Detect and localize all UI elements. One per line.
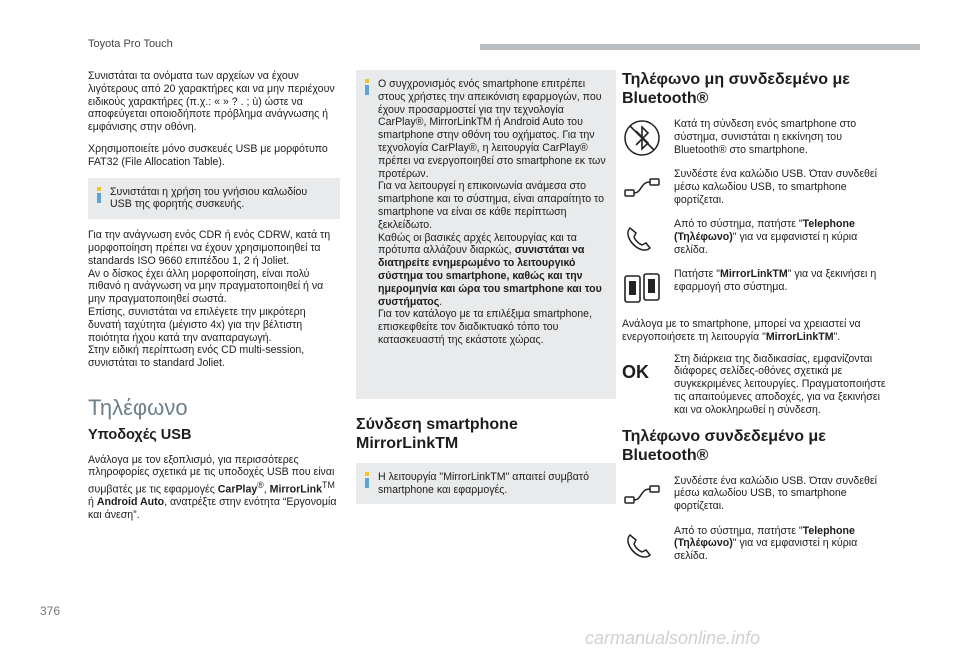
- paragraph: Χρησιμοποιείτε μόνο συσκευές USB με μορφότυπο FAT32 (File Allocation Table).: [88, 142, 328, 168]
- paragraph: Συνιστάται τα ονόματα των αρχείων να έχουν λιγότερους από 20 χαρακτήρες και να μην περιέχουν ειδικούς χαρακτήρες (π.χ.: « » ? . ; ù) ώστε να αποφεύγεται οποιοδήποτε πρόβλημα ανάγνωσης ή εμφάνισης στην οθόνη.: [88, 70, 335, 134]
- text-run: ".: [833, 330, 841, 343]
- paragraph: Για την ανάγνωση ενός CDR ή ενός CDRW, κατά τη μορφοποίηση πρέπει να έχουν χρησιμοποιηθεί τα standards ISO 9660 επιπέδου 1, 2 ή Joliet.: [88, 229, 331, 267]
- step-telephone-2: [622, 525, 892, 565]
- text-run: Ανάλογα με το smartphone, μπορεί να χρειαστεί να ενεργοποιήσετε τη λειτουργία ": [622, 318, 861, 343]
- step-telephone: [622, 218, 892, 258]
- paragraph: Επίσης, συνιστάται να επιλέγετε την μικρότερη δυνατή ταχύτητα (μέγιστο 4x) για την βέλτιστη ποιότητα ήχου κατά την αναπαραγωγή.: [88, 305, 306, 344]
- page-number: 376: [40, 604, 61, 618]
- text-run-bold: Telephone (Τηλέφωνο): [674, 218, 855, 243]
- text-run: Πατήστε ": [674, 268, 721, 280]
- step-text: Κατά τη σύνδεση ενός smartphone στο σύστημα, συνιστάται η εκκίνηση του Bluetooth® στο smartphone.: [674, 118, 857, 156]
- phone-handset-icon: [622, 218, 674, 258]
- mirrorlink-icon: [622, 268, 674, 308]
- ok-label: OK: [622, 362, 649, 383]
- text-run-bold: MirrorLinkTM: [720, 268, 788, 280]
- step-mirrorlink: [622, 268, 892, 308]
- text-run-bold: MirrorLink: [269, 483, 323, 496]
- column-right: [622, 70, 892, 575]
- info-icon: [362, 79, 372, 95]
- info-icon: [362, 472, 372, 488]
- watermark: carmanualsonline.info: [585, 628, 761, 648]
- text-run: ή: [88, 496, 97, 509]
- step-text: Συνδέστε ένα καλώδιο USB. Όταν συνδεθεί μέσω καλωδίου USB, το smartphone φορτίζεται.: [674, 168, 878, 206]
- step-text: [674, 218, 892, 256]
- note-text: [378, 232, 606, 309]
- text-run: Από το σύστημα, πατήστε ": [674, 524, 803, 537]
- usb-cable-icon: [622, 475, 674, 515]
- paragraph: Στην ειδική περίπτωση ενός CD multi-session, συνιστάται το standard Joliet.: [88, 344, 305, 370]
- paragraph: Αν ο δίσκος έχει άλλη μορφοποίηση, είναι πολύ πιθανό η ανάγνωση να μην πραγματοποιηθεί ή να μην πραγματοποιηθεί σωστά.: [88, 267, 324, 306]
- section-title-mirrorlink: Σύνδεση smartphone MirrorLinkTM: [356, 415, 518, 452]
- info-note: [356, 70, 616, 399]
- text-sup: ®: [257, 480, 264, 491]
- note-text: Για τον κατάλογο με τα επιλέξιμα smartphone, επισκεφθείτε τον διαδικτυακό τόπο του κατασκευαστή της εκάστοτε χώρας.: [378, 308, 593, 346]
- info-note: [88, 178, 340, 220]
- paragraph: [622, 318, 892, 344]
- text-run: Από το σύστημα, πατήστε ": [674, 218, 803, 230]
- paragraph: [88, 454, 340, 523]
- text-run: Ανάλογα με τον εξοπλισμό, για περισσότερες πληροφορίες σχετικά με τις υποδοχές USB που είναι συμβατές με τις εφαρμογές: [88, 453, 335, 496]
- step-text: Συνδέστε ένα καλώδιο USB. Όταν συνδεθεί μέσω καλωδίου USB, το smartphone φορτίζεται.: [674, 474, 878, 513]
- step-text: [674, 525, 892, 563]
- section-heading-phone: Τηλέφωνο: [88, 394, 188, 420]
- text-run-bold: Telephone (Τηλέφωνο): [674, 524, 855, 550]
- header-rule: [480, 44, 920, 50]
- info-note: [356, 463, 616, 505]
- step-ok: [622, 353, 892, 417]
- text-run: , ανατρέξτε στην ενότητα “Εργονομία και άνεση”.: [88, 496, 337, 522]
- info-icon: [94, 187, 104, 203]
- bluetooth-off-icon: [622, 118, 674, 158]
- step-text: Στη διάρκεια της διαδικασίας, εμφανίζονται διάφορες σελίδες-οθόνες σχετικά με συγκεκριμένες λειτουργίες. Πραγματοποιήστε τις απαιτούμενες αποδοχές, για να ξεκινήσει και να ολοκληρωθεί η σύνδεση.: [674, 352, 886, 416]
- subheading-usb: Υποδοχές USB: [88, 426, 192, 443]
- text-run: ,: [263, 483, 270, 496]
- text-run-bold: MirrorLinkTM: [765, 330, 834, 343]
- text-run: " για να εμφανιστεί η κύρια σελίδα.: [674, 537, 858, 563]
- step-text: [674, 268, 892, 294]
- text-run: " για να εμφανιστεί η κύρια σελίδα.: [674, 230, 858, 256]
- phone-handset-icon: [622, 525, 674, 565]
- text-run-bold: CarPlay: [217, 483, 258, 496]
- note-text: Ο συγχρονισμός ενός smartphone επιτρέπει στους χρήστες την απεικόνιση εφαρμογών, που έχουν προσαρμοστεί για την τεχνολογία CarPlay®, MirrorLinkTM ή Android Auto του smartphone στην οθόνη του οχήματος. Για την τεχνολογία CarPlay®, η λειτουργία CarPlay® πρέπει να ενεργοποιηθεί στο smartphone εκ των προτέρων.: [378, 78, 606, 180]
- note-text: Η λειτουργία "MirrorLinkTM" απαιτεί συμβατό smartphone και εφαρμογές.: [378, 470, 589, 496]
- step-bluetooth: [622, 118, 892, 158]
- text-run: " για να ξεκινήσει η εφαρμογή στο σύστημα.: [674, 268, 877, 293]
- header-label: Toyota Pro Touch: [88, 38, 173, 50]
- title-not-connected-bluetooth: Τηλέφωνο μη συνδεδεμένο με Bluetooth®: [622, 71, 850, 107]
- ok-icon: [622, 353, 674, 393]
- column-left: [88, 70, 340, 531]
- column-middle: [356, 70, 616, 514]
- title-connected-bluetooth: Τηλέφωνο συνδεδεμένο με Bluetooth®: [622, 427, 826, 464]
- note-text: Για να λειτουργεί η επικοινωνία ανάμεσα στο smartphone και το σύστημα, είναι απαραίτητο το smartphone να είναι σε κάθε περίπτωση ξεκλείδωτο.: [378, 180, 604, 231]
- step-usb-2: [622, 475, 892, 515]
- text-run-bold: Android Auto: [96, 496, 165, 509]
- text-sup: TM: [322, 480, 335, 491]
- note-text: Συνιστάται η χρήση του γνήσιου καλωδίου USB της φορητής συσκευής.: [110, 185, 308, 211]
- text-run: .: [439, 295, 443, 308]
- text-run: Καθώς οι βασικές αρχές λειτουργίας και τα πρότυπα αλλάζουν διαρκώς,: [378, 231, 577, 257]
- step-usb: [622, 168, 892, 208]
- usb-cable-icon: [622, 168, 674, 208]
- text-run-bold: συνιστάται να διατηρείτε ενημερωμένο το λειτουργικό σύστημα του smartphone, καθώς και την ημερομηνία και ώρα του smartphone και του συστήματος: [378, 244, 602, 308]
